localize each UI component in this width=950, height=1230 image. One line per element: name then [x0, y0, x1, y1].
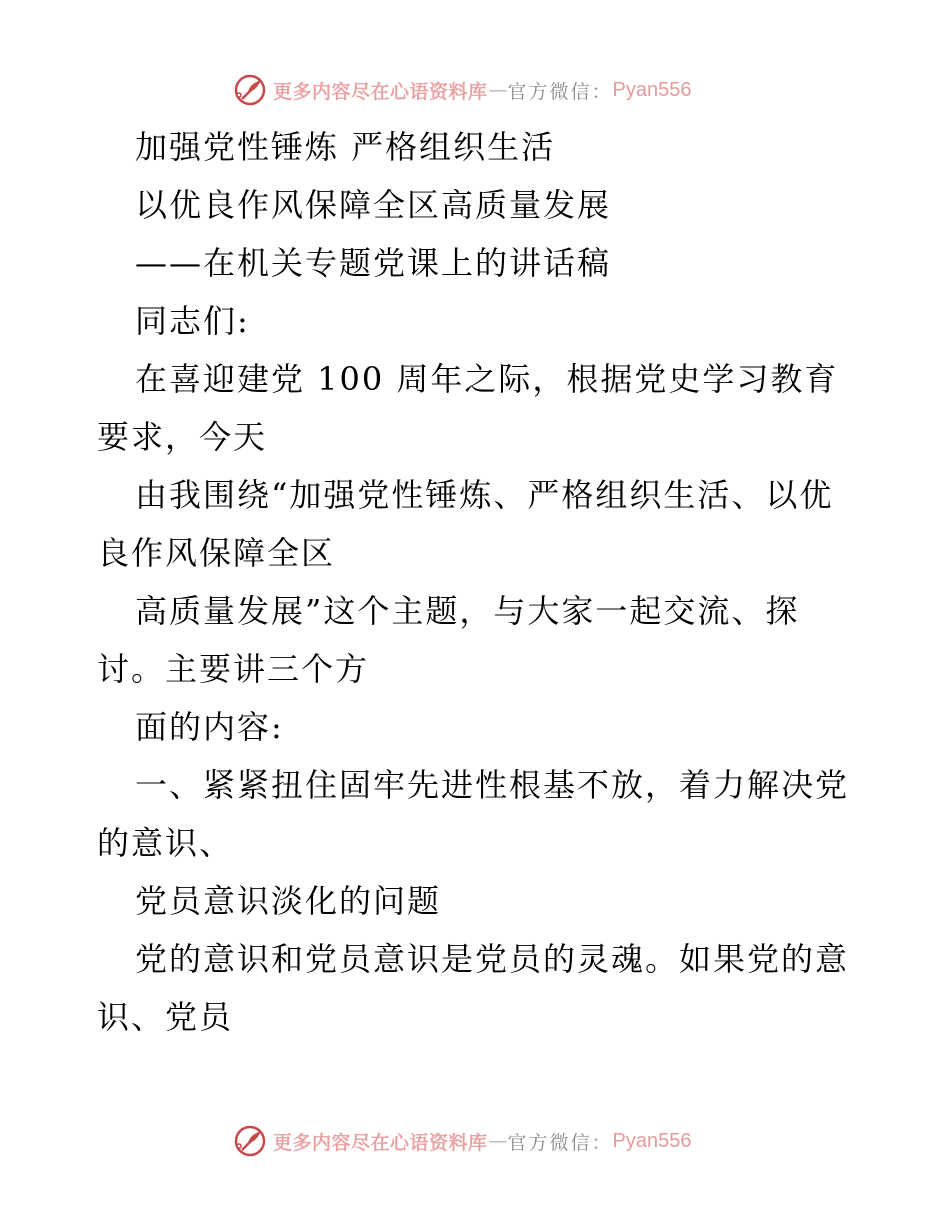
- quill-logo-icon: [233, 1124, 267, 1158]
- body-line: 面的内容:: [135, 708, 284, 746]
- body-line: 高质量发展”这个主题，与大家一起交流、探: [135, 592, 800, 630]
- body-line: 由我围绕“加强党性锤炼、严格组织生活、以优: [135, 476, 834, 514]
- banner-separator: —: [488, 1130, 508, 1152]
- section-heading-line: 党员意识淡化的问题: [135, 882, 442, 920]
- banner-separator: —: [488, 79, 508, 101]
- body-line: 在喜迎建党 100 周年之际，根据党史学习教育: [135, 360, 839, 398]
- quill-logo-icon: [233, 73, 267, 107]
- banner-slogan: 更多内容尽在心语资料库: [273, 80, 488, 103]
- section-heading-line: 的意识、: [97, 824, 234, 862]
- body-line: 讨。主要讲三个方: [97, 650, 370, 688]
- body-line: 识、党员: [97, 998, 234, 1036]
- subtitle-line: ——在机关专题党课上的讲话稿: [135, 244, 612, 282]
- header-banner: [233, 73, 692, 107]
- title-line-1: 加强党性锤炼 严格组织生活: [135, 128, 556, 166]
- banner-wechat-id: Pyan556: [612, 78, 692, 101]
- section-heading-line: 一、紧紧扭住固牢先进性根基不放，着力解决党: [135, 766, 850, 804]
- banner-wechat-id: Pyan556: [612, 1129, 692, 1152]
- salutation-line: 同志们:: [135, 302, 250, 340]
- banner-wechat-label: 官方微信：: [507, 1131, 613, 1154]
- body-line: 良作风保障全区: [97, 534, 336, 572]
- banner-slogan: 更多内容尽在心语资料库: [273, 1131, 488, 1154]
- banner-wechat-label: 官方微信：: [507, 80, 613, 103]
- body-line: 党的意识和党员意识是党员的灵魂。如果党的意: [135, 940, 850, 978]
- title-line-2: 以优良作风保障全区高质量发展: [135, 186, 612, 224]
- body-line: 要求，今天: [97, 418, 268, 456]
- footer-banner: [233, 1124, 692, 1158]
